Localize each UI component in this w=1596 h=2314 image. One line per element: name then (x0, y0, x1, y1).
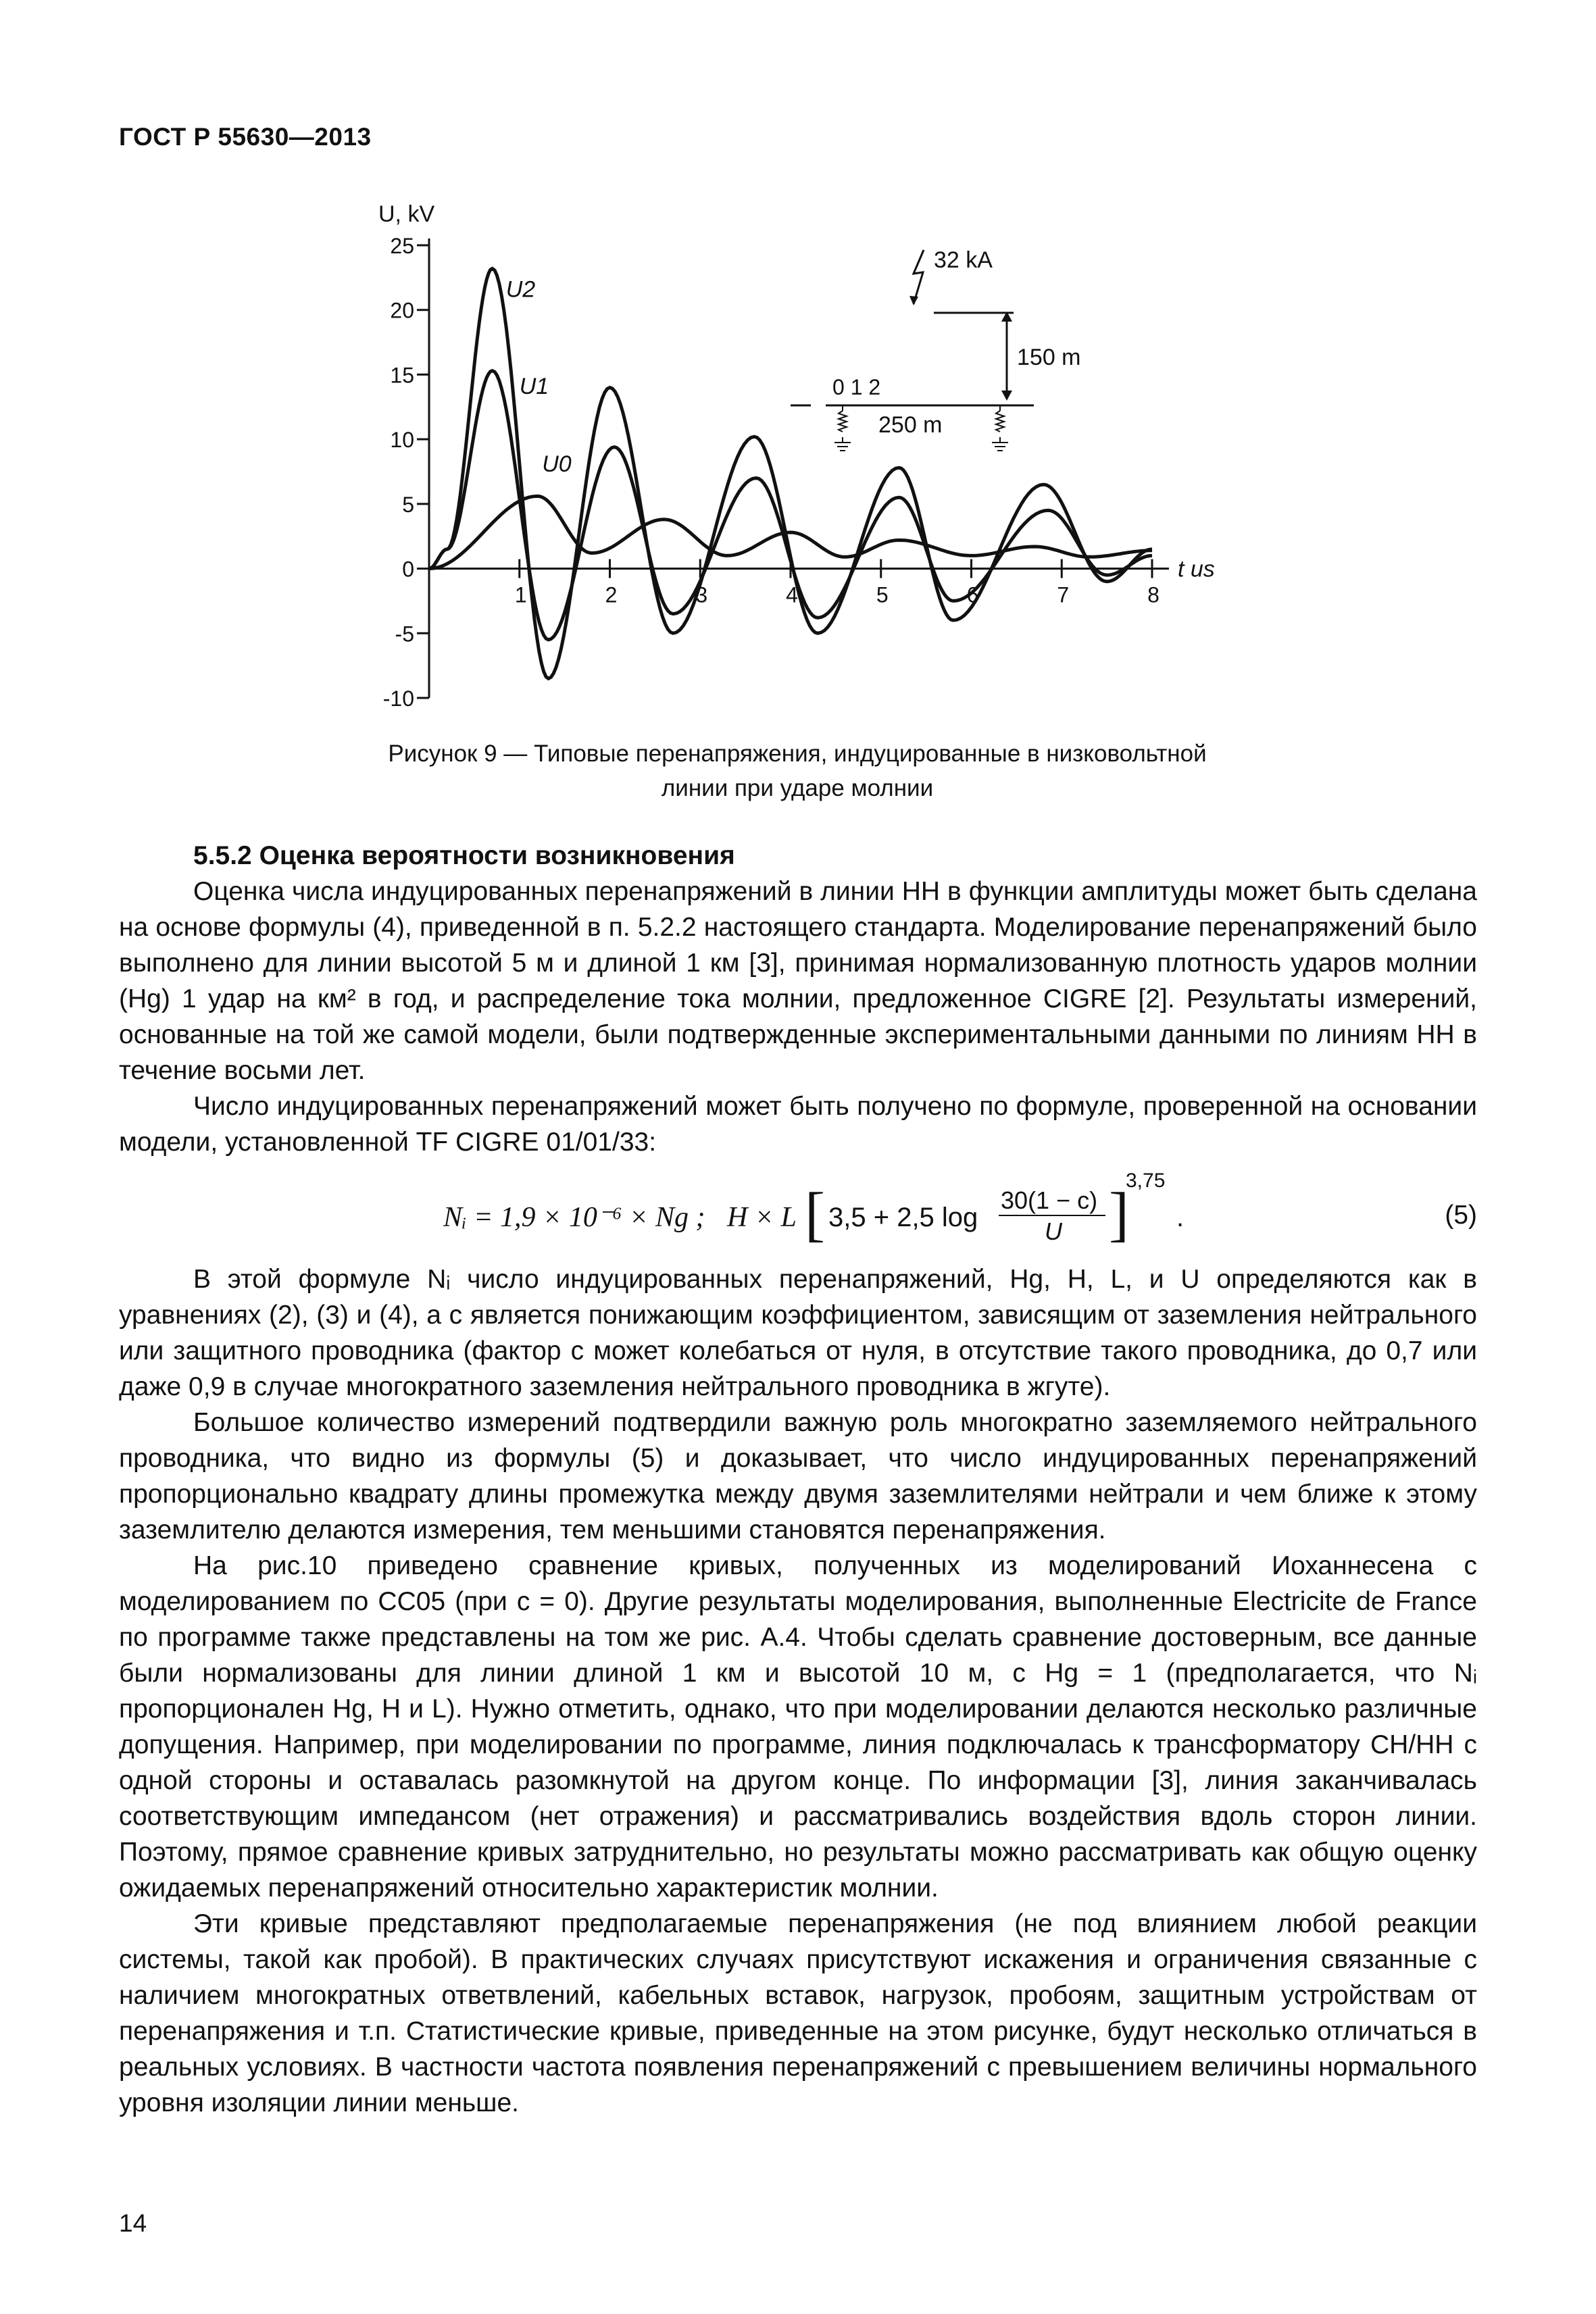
y-tick-label: -10 (382, 686, 414, 711)
overvoltage-chart (338, 195, 1284, 735)
formula-denominator: U (1045, 1217, 1062, 1245)
ground-resistor-icon (992, 405, 1008, 451)
paragraph: Оценка числа индуцированных перенапряжений в линии НН в функции амплитуды может быть сделана на основе формулы (4), приведенной в п. 5.2.2 настоящего стандарта. Моделирование перенапряжений было выполнено для линии высотой 5 м и длиной 1 км [3], принимая нормализованную плотность ударов молнии (Hg) 1 удар на км² в год, и распределение тока молнии, предложенное CIGRE [2]. Результаты измерений, основанные на той же самой модели, были подтвержденные экспериментальными данными по линиям НН в течение восьми лет. (119, 877, 1477, 1085)
x-tick-label: 2 (605, 582, 618, 607)
y-tick-label: 10 (390, 428, 414, 453)
x-axis-label: t us (1178, 556, 1215, 582)
formula-exponent: 3,75 (1126, 1169, 1166, 1192)
figure-caption (297, 736, 1297, 805)
formula-bracket-content: 3,5 + 2,5 log (828, 1203, 978, 1232)
x-tick-label: 4 (786, 582, 798, 607)
caption-line-2: линии при ударе молнии (661, 775, 934, 801)
equation-number: (5) (1445, 1201, 1477, 1230)
chart-axes (378, 201, 1215, 711)
x-tick-label: 3 (695, 582, 708, 607)
inset-current-label: 32 kA (934, 247, 993, 273)
series-label: U2 (505, 276, 536, 303)
ground-resistor-icon (834, 405, 851, 451)
lightning-bolt-icon (914, 250, 924, 304)
formula-graphic (443, 1160, 1254, 1261)
formula-numerator: 30(1 − c) (1001, 1186, 1098, 1214)
paragraph: В этой формуле Nᵢ число индуцированных перенапряжений, Hg, H, L, и U определяются как в уравнениях (2), (3) и (4), а c является понижающим коэффициентом, зависящим от заземления нейтрального или защитного проводника (фактор c может колебаться от нуля, в отсутствие такого проводника, до 0,7 или даже 0,9 в случае многократного заземления нейтрального проводника в жгуте). (119, 1265, 1477, 1401)
y-tick-label: 5 (402, 492, 414, 517)
paragraph: Эти кривые представляют предполагаемые перенапряжения (не под влиянием любой реакции системы, такой как пробой). В практических случаях присутствуют искажения и ограничения связанные с наличием многократных ответвлений, кабельных вставок, нагрузок, пробоям, защитным устройствам от перенапряжения и т.п. Статистические кривые, приведенные на этом рисунке, будут несколько отличаться в реальных условиях. В частности частота появления перенапряжений с превышением величины нормального уровня изоляции линии меньше. (119, 1909, 1477, 2117)
y-tick-label: 25 (390, 234, 414, 258)
page-number: 14 (119, 2209, 147, 2237)
paragraph: Большое количество измерений подтвердили важную роль многократно заземляемого нейтрального проводника, что видно из формулы (5) и доказывает, что число индуцированных перенапряжений пропорционально квадрату длины промежутка между двумя заземлителями нейтрали и чем ближе к этому заземлителю делаются измерения, тем меньшими становятся перенапряжения. (119, 1408, 1477, 1544)
section-heading: 5.5.2 Оценка вероятности возникновения (193, 841, 735, 870)
formula-bracket-open: [ (805, 1181, 825, 1248)
x-tick-label: 7 (1057, 582, 1070, 607)
caption-line-1: Рисунок 9 — Типовые перенапряжения, индуцированные в низковольтной (388, 740, 1207, 767)
y-tick-label: 20 (390, 298, 414, 323)
inset-distance-label: 250 m (878, 412, 943, 438)
series-label: U1 (519, 374, 549, 400)
paragraph: На рис.10 приведено сравнение кривых, полученных из моделирований Иоханнесена с моделированием по CC05 (при c = 0). Другие результаты моделирования, выполненные Electricite de France по программе также представлены на том же рис. А.4. Чтобы сделать сравнение достоверным, все данные были нормализованы для линии длиной 1 км и высотой 10 м, с Hg = 1 (предполагается, что Nᵢ пропорционален Hg, H и L). Нужно отметить, однако, что при моделировании делаются несколько различные допущения. Например, при моделировании по программе, линия подключалась к трансформатору СН/НН с одной стороны и оставалась разомкнутой на другом конце. По информации [3], линия заканчивалась соответствующим импедансом (нет отражения) и рассматривались воздействия вдоль сторон линии. Поэтому, прямое сравнение кривых затруднительно, но результаты можно рассматривать как общую оценку ожидаемых перенапряжений относительно характеристик молнии. (119, 1551, 1477, 1903)
inset-height-label: 150 m (1017, 345, 1081, 370)
x-tick-label: 1 (514, 582, 527, 607)
formula-5 (119, 1160, 1477, 1261)
x-tick-label: 6 (966, 582, 979, 607)
y-tick-label: -5 (395, 622, 414, 647)
inset-points-label: 0 1 2 (832, 375, 881, 399)
formula-hxl: H × L (727, 1202, 797, 1233)
chart-curves (429, 269, 1152, 679)
y-tick-label: 15 (390, 363, 414, 388)
formula-left: Nᵢ = 1,9 × 10⁻⁶ × Ng ; (443, 1202, 705, 1233)
x-tick-label: 5 (876, 582, 889, 607)
y-axis-label: U, kV (378, 201, 435, 227)
y-tick-label: 0 (402, 557, 414, 582)
svg-text:.: . (1176, 1203, 1184, 1232)
formula-bracket-close: ] (1109, 1181, 1129, 1248)
series-label: U0 (542, 451, 572, 477)
paragraph: Число индуцированных перенапряжений может быть получено по формуле, проверенной на основании модели, установленной TF CIGRE 01/01/33: (119, 1092, 1477, 1157)
document-header: ГОСТ Р 55630—2013 (119, 123, 372, 151)
x-tick-label: 8 (1147, 582, 1159, 607)
section-body (119, 838, 1477, 2121)
lightning-inset-diagram (791, 247, 1081, 451)
